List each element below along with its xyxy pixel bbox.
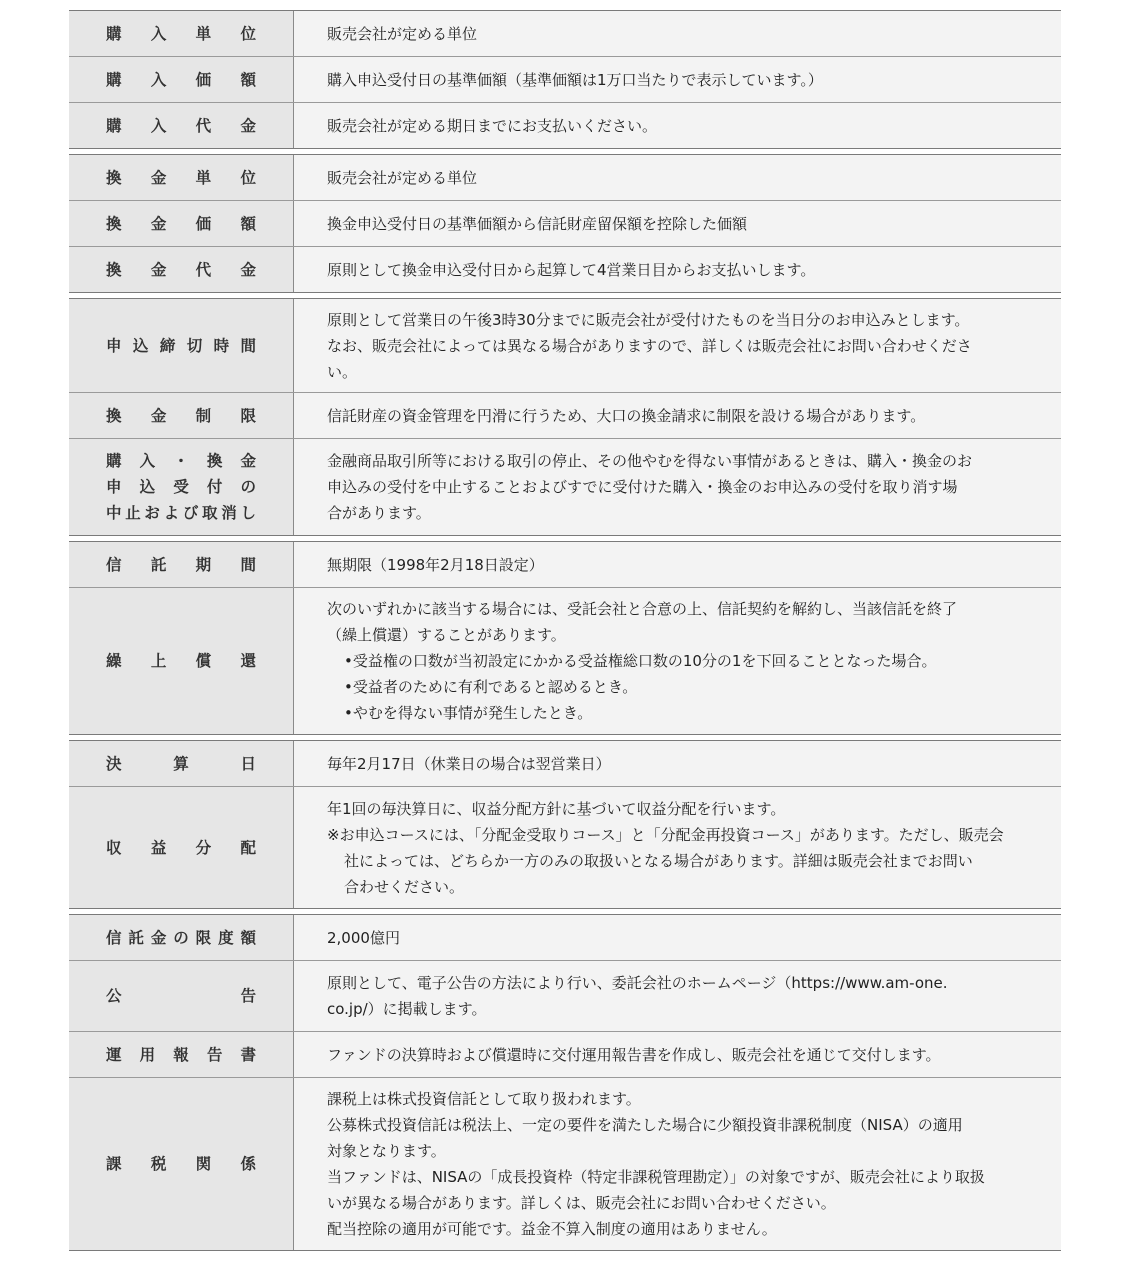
row-value-line: 原則として営業日の午後3時30分までに販売会社が受付けたものを当日分のお申込みとします。 (327, 310, 970, 329)
table-row (69, 587, 1061, 734)
table-row (69, 11, 1061, 56)
row-value-line: 申込みの受付を中止することおよびすでに受付けた購入・換金のお申込みの受付を取り消す場 (327, 478, 958, 496)
row-value-cell (294, 439, 1061, 535)
row-label-cell (69, 247, 294, 292)
row-value-line: 合があります。 (327, 504, 431, 522)
row-value-cell (294, 542, 1061, 587)
row-label-line: 換金単位 (106, 168, 256, 187)
row-value-line: なお、販売会社によっては異なる場合がありますので、詳しくは販売会社にお問い合わせくださ (327, 336, 972, 355)
row-label-line: 決算日 (106, 754, 256, 773)
row-value-line: 購入申込受付日の基準価額（基準価額は1万口当たりで表示しています。） (327, 70, 823, 89)
row-value-cell (294, 103, 1061, 148)
row-label-cell (69, 393, 294, 438)
row-value-cell (294, 11, 1061, 56)
row-label-line: 収益分配 (106, 838, 256, 857)
row-value-cell (294, 1078, 1061, 1250)
row-label-line: 申込受付の (106, 478, 256, 496)
table-row (69, 438, 1061, 535)
row-value-line: い。 (327, 362, 358, 381)
table-group (69, 541, 1061, 735)
table-group (69, 154, 1061, 293)
row-label-cell (69, 787, 294, 908)
row-value-cell (294, 57, 1061, 102)
table-group (69, 914, 1061, 1251)
row-value-line: 対象となります。 (327, 1142, 446, 1160)
row-label-cell (69, 11, 294, 56)
row-label (106, 1151, 256, 1177)
row-label-cell (69, 542, 294, 587)
row-label-cell (69, 1078, 294, 1250)
table-row (69, 102, 1061, 148)
row-label-cell (69, 915, 294, 960)
row-label-line: 中止および取消し (106, 504, 256, 522)
fund-terms-table (69, 10, 1061, 1251)
row-value-line: 換金申込受付日の基準価額から信託財産留保額を控除した価額 (327, 214, 748, 233)
row-value-cell (294, 961, 1061, 1031)
table-row (69, 200, 1061, 246)
row-label (106, 67, 256, 93)
row-label-cell (69, 155, 294, 200)
row-value-line: 原則として、電子公告の方法により行い、委託会社のホームページ（https://www.am-one. (327, 974, 948, 992)
row-value-cell (294, 247, 1061, 292)
row-label (106, 751, 256, 777)
row-value-line: ファンドの決算時および償還時に交付運用報告書を作成し、販売会社を通じて交付します。 (327, 1045, 941, 1064)
row-label (106, 333, 256, 359)
table-group (69, 10, 1061, 149)
row-value-line: 公募株式投資信託は税法上、一定の要件を満たした場合に少額投資非課税制度（NISA）の適用 (327, 1116, 963, 1134)
row-label-line: 購入価額 (106, 70, 256, 89)
row-label-line: 課税関係 (106, 1155, 256, 1173)
row-value-line: 社によっては、どちらか一方のみの取扱いとなる場合があります。詳細は販売会社までお問い (344, 851, 973, 870)
row-label (106, 925, 256, 951)
row-label-cell (69, 588, 294, 734)
row-label-line: 換金代金 (106, 260, 256, 279)
row-label-line: 信託金の限度額 (106, 928, 256, 947)
row-label (106, 648, 256, 674)
row-value-line: 金融商品取引所等における取引の停止、その他やむを得ない事情があるときは、購入・換金のお (327, 452, 973, 470)
row-value-cell (294, 1032, 1061, 1077)
row-label-cell (69, 439, 294, 535)
row-value-line: 年1回の毎決算日に、収益分配方針に基づいて収益分配を行います。 (327, 799, 786, 818)
row-label (106, 552, 256, 578)
row-label-line: 購入単位 (106, 24, 256, 43)
row-value-line: 2,000億円 (327, 928, 400, 947)
row-label (106, 165, 256, 191)
row-value-cell (294, 588, 1061, 734)
row-label-line: 購入・換金 (106, 452, 256, 470)
row-label-line: 申込締切時間 (106, 336, 256, 355)
table-row (69, 542, 1061, 587)
row-value-line: 信託財産の資金管理を円滑に行うため、大口の換金請求に制限を設ける場合があります。 (327, 406, 926, 425)
row-label-line: 運用報告書 (106, 1045, 256, 1064)
row-label-line: 換金制限 (106, 406, 256, 425)
row-value-line: •やむを得ない事情が発生したとき。 (344, 704, 593, 722)
row-value-cell (294, 915, 1061, 960)
table-row (69, 960, 1061, 1031)
table-row (69, 1077, 1061, 1250)
row-value-cell (294, 787, 1061, 908)
table-row (69, 786, 1061, 908)
row-label (106, 983, 256, 1009)
row-value-line: 販売会社が定める単位 (327, 168, 478, 187)
row-value-line: ※お申込コースには、「分配金受取りコース」と「分配金再投資コース」があります。ただし、販売会 (327, 825, 1004, 844)
row-label-cell (69, 103, 294, 148)
row-label-cell (69, 961, 294, 1031)
row-label-line: 購入代金 (106, 116, 256, 135)
row-label-line: 換金価額 (106, 214, 256, 233)
row-value-line: 原則として換金申込受付日から起算して4営業日目からお支払いします。 (327, 260, 816, 279)
row-value-line: •受益者のために有利であると認めるとき。 (344, 678, 638, 696)
row-value-line: 合わせください。 (344, 877, 465, 896)
row-label (106, 211, 256, 237)
row-label-cell (69, 57, 294, 102)
row-label-line: 公告 (106, 987, 256, 1005)
row-label (106, 403, 256, 429)
row-value-cell (294, 299, 1061, 392)
row-value-line: 当ファンドは、NISAの「成長投資枠（特定非課税管理勘定）」の対象ですが、販売会社により取扱 (327, 1168, 985, 1186)
row-label (106, 835, 256, 861)
row-value-cell (294, 155, 1061, 200)
row-label-cell (69, 1032, 294, 1077)
table-row (69, 299, 1061, 392)
row-label (106, 21, 256, 47)
row-value-cell (294, 741, 1061, 786)
row-value-line: 次のいずれかに該当する場合には、受託会社と合意の上、信託契約を解約し、当該信託を終了 (327, 600, 958, 618)
row-value-line: 課税上は株式投資信託として取り扱われます。 (327, 1090, 641, 1108)
row-value-cell (294, 393, 1061, 438)
table-row (69, 56, 1061, 102)
row-value-line: （繰上償還）することがあります。 (327, 626, 566, 644)
row-label (106, 257, 256, 283)
row-value-line: 毎年2月17日（休業日の場合は翌営業日） (327, 754, 611, 773)
table-row (69, 155, 1061, 200)
table-row (69, 741, 1061, 786)
row-value-line: 販売会社が定める期日までにお支払いください。 (327, 116, 658, 135)
row-label-cell (69, 201, 294, 246)
table-group (69, 740, 1061, 909)
row-value-line: co.jp/）に掲載します。 (327, 1000, 487, 1018)
row-label-cell (69, 741, 294, 786)
row-label (106, 448, 256, 526)
row-label-line: 繰上償還 (106, 652, 256, 670)
row-label-cell (69, 299, 294, 392)
table-group (69, 298, 1061, 536)
table-row (69, 392, 1061, 438)
row-label (106, 1042, 256, 1068)
row-label-line: 信託期間 (106, 555, 256, 574)
row-label (106, 113, 256, 139)
table-row (69, 915, 1061, 960)
row-value-line: 配当控除の適用が可能です。益金不算入制度の適用はありません。 (327, 1220, 777, 1238)
row-value-line: 無期限（1998年2月18日設定） (327, 555, 544, 574)
row-value-line: •受益権の口数が当初設定にかかる受益権総口数の10分の1を下回ることとなった場合。 (344, 652, 937, 670)
table-row (69, 1031, 1061, 1077)
row-value-line: いが異なる場合があります。詳しくは、販売会社にお問い合わせください。 (327, 1194, 836, 1212)
row-value-line: 販売会社が定める単位 (327, 24, 478, 43)
row-value-cell (294, 201, 1061, 246)
table-row (69, 246, 1061, 292)
